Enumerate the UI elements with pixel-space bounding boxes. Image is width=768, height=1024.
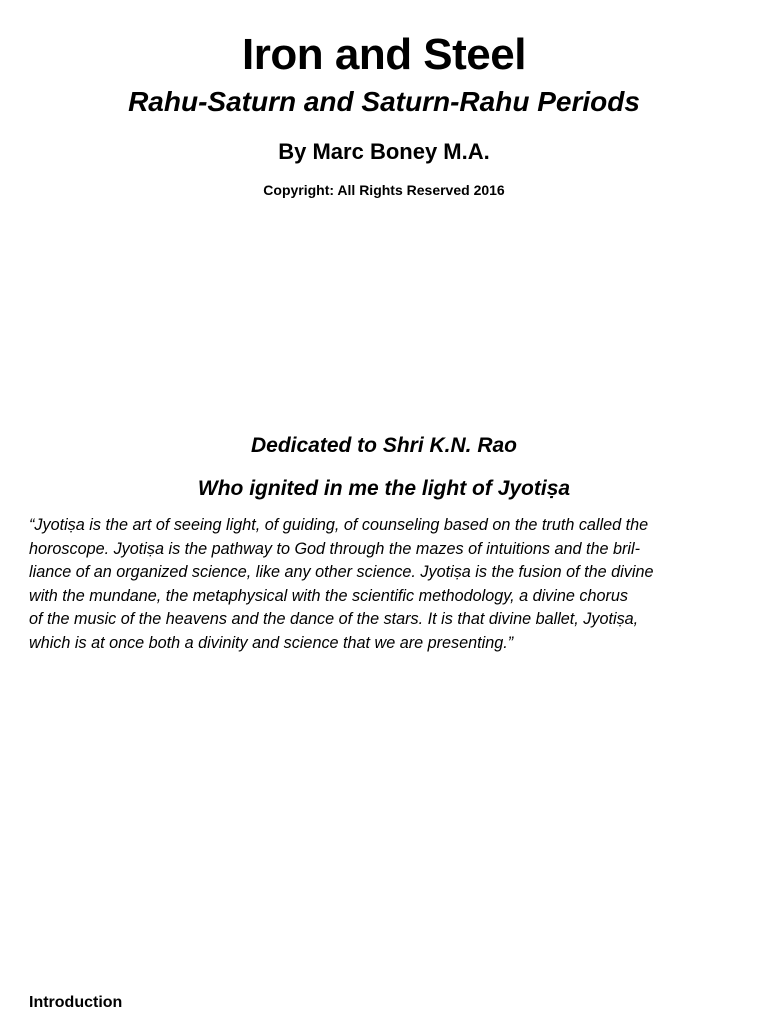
quote-line: liance of an organized science, like any other science. Jyotiṣa is the fusion of the divine	[29, 563, 654, 582]
quote-line: which is at once both a divinity and science that we are presenting.”	[29, 633, 514, 652]
document-title: Iron and Steel	[242, 30, 526, 79]
author-line: By Marc Boney M.A.	[278, 139, 490, 164]
document-subtitle: Rahu-Saturn and Saturn-Rahu Periods	[128, 86, 640, 117]
dedication-heading: Dedicated to Shri K.N. Rao	[250, 434, 518, 457]
dedication-subheading: Who ignited in me the light of Jyotiṣa	[197, 477, 571, 500]
quote-line: horoscope. Jyotiṣa is the pathway to God through the mazes of intuitions and the bril-	[29, 539, 640, 558]
quote-line: “Jyotiṣa is the art of seeing light, of guiding, of counseling based on the truth called the	[29, 516, 649, 534]
dedication-quote	[29, 514, 741, 656]
quote-line: of the music of the heavens and the dance of the stars. It is that divine ballet, Jyotiṣa,	[29, 610, 639, 629]
quote-line: with the mundane, the metaphysical with the scientific methodology, a divine chorus	[29, 586, 628, 605]
copyright-notice: Copyright: All Rights Reserved 2016	[263, 182, 505, 198]
section-heading-introduction: Introduction	[29, 994, 123, 1011]
